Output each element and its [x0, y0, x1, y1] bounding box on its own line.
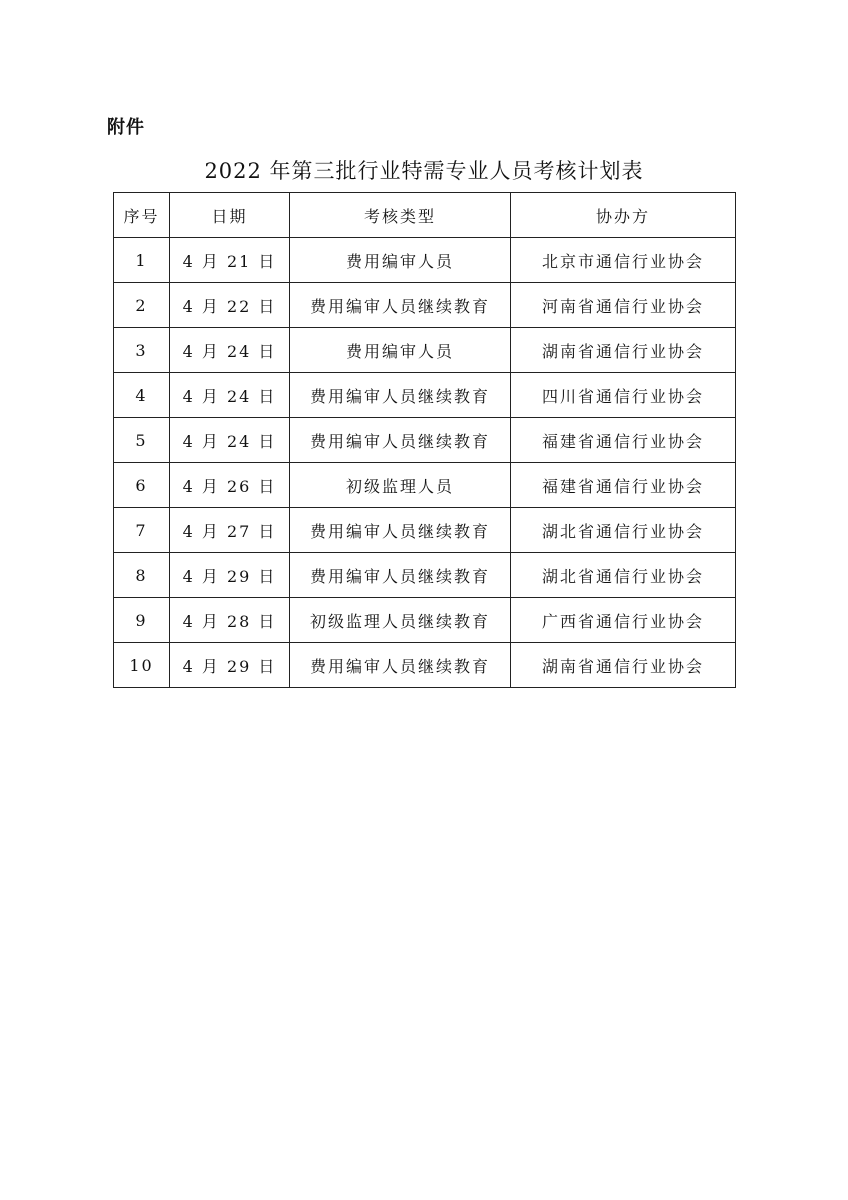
cell-exam-type: 费用编审人员继续教育 — [290, 418, 511, 463]
cell-co-organizer: 湖北省通信行业协会 — [511, 508, 736, 553]
cell-co-organizer: 北京市通信行业协会 — [511, 238, 736, 283]
table-row — [114, 373, 736, 418]
cell-index: 5 — [114, 418, 170, 463]
cell-co-organizer: 湖南省通信行业协会 — [511, 643, 736, 688]
cell-date: 4 月 24 日 — [170, 328, 290, 373]
cell-index: 2 — [114, 283, 170, 328]
header-exam-type: 考核类型 — [290, 193, 511, 238]
cell-index: 9 — [114, 598, 170, 643]
document-title: 2022 年第三批行业特需专业人员考核计划表 — [204, 159, 644, 183]
cell-exam-type: 费用编审人员 — [290, 328, 511, 373]
cell-exam-type: 费用编审人员继续教育 — [290, 643, 511, 688]
cell-co-organizer: 福建省通信行业协会 — [511, 463, 736, 508]
cell-index: 8 — [114, 553, 170, 598]
cell-date: 4 月 27 日 — [170, 508, 290, 553]
table-row — [114, 643, 736, 688]
table-row — [114, 508, 736, 553]
cell-date: 4 月 24 日 — [170, 373, 290, 418]
cell-date: 4 月 26 日 — [170, 463, 290, 508]
cell-index: 1 — [114, 238, 170, 283]
cell-exam-type: 初级监理人员 — [290, 463, 511, 508]
table-row — [114, 328, 736, 373]
header-co-organizer: 协办方 — [511, 193, 736, 238]
table-row — [114, 238, 736, 283]
cell-exam-type: 费用编审人员继续教育 — [290, 373, 511, 418]
cell-exam-type: 费用编审人员继续教育 — [290, 553, 511, 598]
cell-date: 4 月 24 日 — [170, 418, 290, 463]
cell-index: 6 — [114, 463, 170, 508]
header-date: 日期 — [170, 193, 290, 238]
cell-index: 3 — [114, 328, 170, 373]
cell-co-organizer: 湖北省通信行业协会 — [511, 553, 736, 598]
cell-index: 4 — [114, 373, 170, 418]
cell-co-organizer: 河南省通信行业协会 — [511, 283, 736, 328]
cell-co-organizer: 湖南省通信行业协会 — [511, 328, 736, 373]
cell-co-organizer: 福建省通信行业协会 — [511, 418, 736, 463]
cell-date: 4 月 21 日 — [170, 238, 290, 283]
cell-date: 4 月 29 日 — [170, 553, 290, 598]
table-row — [114, 283, 736, 328]
cell-exam-type: 初级监理人员继续教育 — [290, 598, 511, 643]
cell-co-organizer: 四川省通信行业协会 — [511, 373, 736, 418]
table-row — [114, 553, 736, 598]
cell-date: 4 月 29 日 — [170, 643, 290, 688]
table-row — [114, 463, 736, 508]
table-row — [114, 418, 736, 463]
header-index: 序号 — [114, 193, 170, 238]
cell-date: 4 月 28 日 — [170, 598, 290, 643]
table-row — [114, 598, 736, 643]
exam-plan-table — [113, 192, 736, 688]
cell-date: 4 月 22 日 — [170, 283, 290, 328]
cell-index: 10 — [114, 643, 170, 688]
cell-co-organizer: 广西省通信行业协会 — [511, 598, 736, 643]
table-header-row — [114, 193, 736, 238]
cell-exam-type: 费用编审人员继续教育 — [290, 508, 511, 553]
cell-exam-type: 费用编审人员 — [290, 238, 511, 283]
cell-index: 7 — [114, 508, 170, 553]
cell-exam-type: 费用编审人员继续教育 — [290, 283, 511, 328]
attachment-label: 附件 — [107, 117, 145, 138]
